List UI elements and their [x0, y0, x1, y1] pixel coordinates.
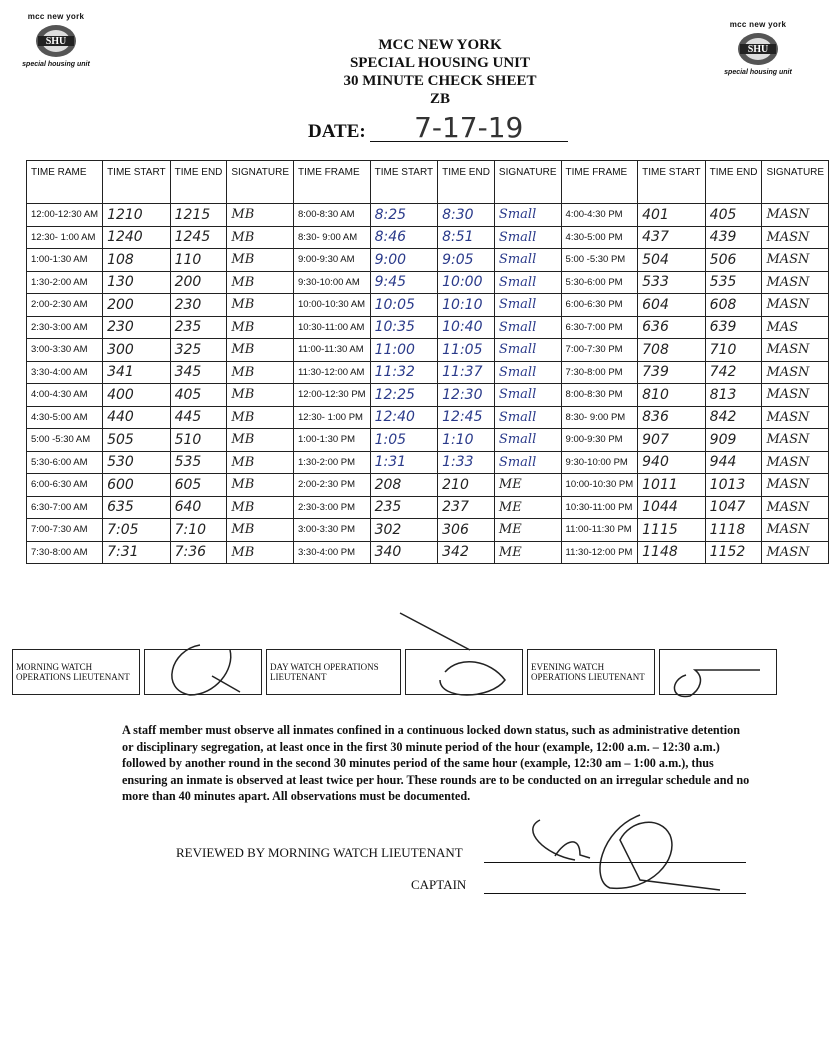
signature-cell: MASN [762, 249, 829, 272]
time-end-cell: 506 [705, 249, 762, 272]
evening-lt-label: EVENING WATCH OPERATIONS LIEUTENANT [528, 650, 655, 695]
time-frame-cell: 2:00-2:30 PM [294, 474, 371, 497]
time-start-cell: 1011 [638, 474, 706, 497]
signature-cell: MB [227, 541, 294, 564]
time-end-cell: 325 [170, 339, 227, 362]
time-frame-cell: 4:30-5:00 PM [561, 226, 638, 249]
day-lt-label: DAY WATCH OPERATIONS LIEUTENANT [267, 650, 401, 695]
signature-cell: ME [494, 474, 561, 497]
signature-cell: MASN [762, 474, 829, 497]
time-start-cell: 401 [638, 204, 706, 227]
time-end-cell: 11:37 [438, 361, 495, 384]
col-time-frame: TIME FRAME [294, 161, 371, 204]
time-frame-cell: 3:00-3:30 PM [294, 519, 371, 542]
signature-cell: MB [227, 339, 294, 362]
captain-line [484, 893, 746, 894]
time-frame-cell: 7:00-7:30 PM [561, 339, 638, 362]
time-end-cell: 8:51 [438, 226, 495, 249]
signature-cell: MASN [762, 406, 829, 429]
time-start-cell: 739 [638, 361, 706, 384]
time-end-cell: 710 [705, 339, 762, 362]
signature-cell: MB [227, 204, 294, 227]
time-end-cell: 405 [170, 384, 227, 407]
time-end-cell: 1152 [705, 541, 762, 564]
time-start-cell: 7:05 [103, 519, 171, 542]
captain-label: CAPTAIN [411, 877, 467, 892]
signature-cell: MB [227, 451, 294, 474]
time-start-cell: 836 [638, 406, 706, 429]
time-start-cell: 302 [370, 519, 438, 542]
time-end-cell: 639 [705, 316, 762, 339]
reviewed-by-line [484, 862, 746, 863]
logo-unit-text: special housing unit [22, 61, 90, 68]
time-frame-cell: 11:30-12:00 PM [561, 541, 638, 564]
signature-cell: ME [494, 541, 561, 564]
time-start-cell: 11:00 [370, 339, 438, 362]
col-time-start: TIME START [103, 161, 171, 204]
col-time-end: TIME END [170, 161, 227, 204]
time-frame-cell: 1:30-2:00 AM [27, 271, 103, 294]
signature-cell: Small [494, 271, 561, 294]
signature-cell: MB [227, 496, 294, 519]
time-end-cell: 605 [170, 474, 227, 497]
time-frame-cell: 8:30- 9:00 AM [294, 226, 371, 249]
time-start-cell: 1240 [103, 226, 171, 249]
date-value: 7-17-19 [370, 115, 568, 142]
time-start-cell: 230 [103, 316, 171, 339]
time-end-cell: 1118 [705, 519, 762, 542]
signature-cell: Small [494, 226, 561, 249]
time-start-cell: 1115 [638, 519, 706, 542]
time-frame-cell: 9:30-10:00 AM [294, 271, 371, 294]
time-end-cell: 8:30 [438, 204, 495, 227]
time-end-cell: 445 [170, 406, 227, 429]
time-start-cell: 9:45 [370, 271, 438, 294]
time-frame-cell: 5:30-6:00 PM [561, 271, 638, 294]
instructions-note: A staff member must observe all inmates confined in a continuous locked down status, such as administrative detention or disciplinary segregation, at least once in the first 30 minute period of the hour (example, 12:00 a.m. – 12:30 a.m.) followed by another round in the second 30 minutes period of the same hour (example, 12:30 am – 1:00 a.m.), thus ensuring an inmate is observed at least twice per hour. These rounds are to be conducted on an irregular schedule and no more than 40 minutes apart. All observations must be documented. [122, 723, 750, 803]
col-time-frame-1: TIME RAME [27, 161, 103, 204]
time-end-cell: 342 [438, 541, 495, 564]
signature-cell: MASN [762, 226, 829, 249]
time-frame-cell: 1:00-1:30 PM [294, 429, 371, 452]
time-frame-cell: 11:00-11:30 AM [294, 339, 371, 362]
col-time-frame: TIME FRAME [561, 161, 638, 204]
time-end-cell: 10:00 [438, 271, 495, 294]
time-frame-cell: 8:30- 9:00 PM [561, 406, 638, 429]
time-start-cell: 1:31 [370, 451, 438, 474]
time-frame-cell: 4:00-4:30 PM [561, 204, 638, 227]
signature-cell: Small [494, 384, 561, 407]
time-end-cell: 813 [705, 384, 762, 407]
header-line3: 30 MINUTE CHECK SHEET [343, 73, 537, 89]
time-start-cell: 341 [103, 361, 171, 384]
time-end-cell: 10:40 [438, 316, 495, 339]
time-start-cell: 1044 [638, 496, 706, 519]
time-frame-cell: 4:30-5:00 AM [27, 406, 103, 429]
col-signature: SIGNATURE [227, 161, 294, 204]
signature-cell: MB [227, 474, 294, 497]
time-start-cell: 300 [103, 339, 171, 362]
logo-emblem-text: SHU [45, 36, 67, 47]
header-line2: SPECIAL HOUSING UNIT [349, 55, 531, 71]
time-end-cell: 11:05 [438, 339, 495, 362]
time-frame-cell: 12:30- 1:00 PM [294, 406, 371, 429]
time-end-cell: 439 [705, 226, 762, 249]
logo-unit-text: special housing unit [724, 69, 792, 76]
reviewed-by-label: REVIEWED BY MORNING WATCH LIEUTENANT [176, 845, 463, 860]
time-end-cell: 1047 [705, 496, 762, 519]
time-end-cell: 12:45 [438, 406, 495, 429]
time-frame-cell: 10:30-11:00 AM [294, 316, 371, 339]
time-end-cell: 110 [170, 249, 227, 272]
signature-cell: MASN [762, 339, 829, 362]
signature-cell: MB [227, 226, 294, 249]
time-frame-cell: 6:00-6:30 AM [27, 474, 103, 497]
time-end-cell: 345 [170, 361, 227, 384]
time-end-cell: 1013 [705, 474, 762, 497]
time-frame-cell: 7:00-7:30 AM [27, 519, 103, 542]
signature-cell: MASN [762, 384, 829, 407]
signature-cell: MB [227, 406, 294, 429]
time-end-cell: 7:36 [170, 541, 227, 564]
time-end-cell: 7:10 [170, 519, 227, 542]
time-start-cell: 636 [638, 316, 706, 339]
time-frame-cell: 10:00-10:30 AM [294, 294, 371, 317]
time-start-cell: 200 [103, 294, 171, 317]
signature-cell: MASN [762, 294, 829, 317]
time-end-cell: 608 [705, 294, 762, 317]
logo-org-text: mcc new york [27, 12, 85, 21]
time-start-cell: 940 [638, 451, 706, 474]
time-start-cell: 340 [370, 541, 438, 564]
time-end-cell: 944 [705, 451, 762, 474]
col-signature: SIGNATURE [494, 161, 561, 204]
header-line4: ZB [429, 91, 450, 107]
col-signature: SIGNATURE [762, 161, 829, 204]
time-end-cell: 535 [705, 271, 762, 294]
time-end-cell: 535 [170, 451, 227, 474]
time-start-cell: 7:31 [103, 541, 171, 564]
signature-cell: Small [494, 339, 561, 362]
time-end-cell: 12:30 [438, 384, 495, 407]
time-start-cell: 12:25 [370, 384, 438, 407]
time-start-cell: 533 [638, 271, 706, 294]
signature-cell: MB [227, 249, 294, 272]
signature-cell: MASN [762, 541, 829, 564]
signature-cell: MAS [762, 316, 829, 339]
header-line1: MCC NEW YORK [378, 37, 502, 53]
time-frame-cell: 2:00-2:30 AM [27, 294, 103, 317]
time-end-cell: 9:05 [438, 249, 495, 272]
signature-cell: MB [227, 429, 294, 452]
time-start-cell: 9:00 [370, 249, 438, 272]
time-end-cell: 405 [705, 204, 762, 227]
time-frame-cell: 12:00-12:30 AM [27, 204, 103, 227]
signature-cell: Small [494, 249, 561, 272]
time-end-cell: 235 [170, 316, 227, 339]
time-frame-cell: 8:00-8:30 PM [561, 384, 638, 407]
time-end-cell: 1:33 [438, 451, 495, 474]
col-time-start: TIME START [370, 161, 438, 204]
time-frame-cell: 3:30-4:00 AM [27, 361, 103, 384]
time-frame-cell: 8:00-8:30 AM [294, 204, 371, 227]
signature-cell: Small [494, 361, 561, 384]
signature-cell: MB [227, 294, 294, 317]
signature-cell: MB [227, 384, 294, 407]
signature-cell: MASN [762, 519, 829, 542]
time-start-cell: 8:25 [370, 204, 438, 227]
time-frame-cell: 5:30-6:00 AM [27, 451, 103, 474]
time-frame-cell: 11:00-11:30 PM [561, 519, 638, 542]
time-start-cell: 208 [370, 474, 438, 497]
time-frame-cell: 6:00-6:30 PM [561, 294, 638, 317]
time-start-cell: 108 [103, 249, 171, 272]
time-start-cell: 1148 [638, 541, 706, 564]
time-end-cell: 200 [170, 271, 227, 294]
signature-cell: MB [227, 271, 294, 294]
signature-cell: MB [227, 519, 294, 542]
time-frame-cell: 10:30-11:00 PM [561, 496, 638, 519]
time-frame-cell: 6:30-7:00 AM [27, 496, 103, 519]
time-frame-cell: 10:00-10:30 PM [561, 474, 638, 497]
time-start-cell: 8:46 [370, 226, 438, 249]
time-end-cell: 230 [170, 294, 227, 317]
time-frame-cell: 1:30-2:00 PM [294, 451, 371, 474]
time-frame-cell: 7:30-8:00 PM [561, 361, 638, 384]
time-start-cell: 1:05 [370, 429, 438, 452]
time-frame-cell: 11:30-12:00 AM [294, 361, 371, 384]
time-start-cell: 810 [638, 384, 706, 407]
signature-cell: Small [494, 294, 561, 317]
signature-cell: MB [227, 316, 294, 339]
time-start-cell: 10:35 [370, 316, 438, 339]
time-frame-cell: 9:30-10:00 PM [561, 451, 638, 474]
time-start-cell: 504 [638, 249, 706, 272]
time-end-cell: 842 [705, 406, 762, 429]
time-end-cell: 742 [705, 361, 762, 384]
signature-cell: ME [494, 519, 561, 542]
time-end-cell: 640 [170, 496, 227, 519]
time-start-cell: 505 [103, 429, 171, 452]
time-frame-cell: 9:00-9:30 PM [561, 429, 638, 452]
signature-cell: Small [494, 406, 561, 429]
time-end-cell: 1245 [170, 226, 227, 249]
time-start-cell: 708 [638, 339, 706, 362]
logo-org-text: mcc new york [729, 20, 787, 29]
time-frame-cell: 5:00 -5:30 AM [27, 429, 103, 452]
time-end-cell: 909 [705, 429, 762, 452]
col-time-start: TIME START [638, 161, 706, 204]
time-end-cell: 210 [438, 474, 495, 497]
time-start-cell: 635 [103, 496, 171, 519]
time-start-cell: 440 [103, 406, 171, 429]
time-end-cell: 1215 [170, 204, 227, 227]
time-start-cell: 130 [103, 271, 171, 294]
time-frame-cell: 12:30- 1:00 AM [27, 226, 103, 249]
signature-cell: Small [494, 429, 561, 452]
signature-cell: Small [494, 204, 561, 227]
time-start-cell: 907 [638, 429, 706, 452]
time-start-cell: 437 [638, 226, 706, 249]
time-end-cell: 306 [438, 519, 495, 542]
time-end-cell: 1:10 [438, 429, 495, 452]
signature-cell: Small [494, 451, 561, 474]
signature-cell: ME [494, 496, 561, 519]
time-start-cell: 11:32 [370, 361, 438, 384]
time-start-cell: 530 [103, 451, 171, 474]
date-label: DATE: [308, 121, 366, 142]
time-frame-cell: 5:00 -5:30 PM [561, 249, 638, 272]
signature-cell: MB [227, 361, 294, 384]
time-start-cell: 235 [370, 496, 438, 519]
signature-cell: MASN [762, 496, 829, 519]
time-frame-cell: 6:30-7:00 PM [561, 316, 638, 339]
time-start-cell: 604 [638, 294, 706, 317]
time-frame-cell: 3:30-4:00 PM [294, 541, 371, 564]
time-frame-cell: 7:30-8:00 AM [27, 541, 103, 564]
time-frame-cell: 4:00-4:30 AM [27, 384, 103, 407]
time-start-cell: 1210 [103, 204, 171, 227]
col-time-end: TIME END [705, 161, 762, 204]
time-end-cell: 237 [438, 496, 495, 519]
time-end-cell: 10:10 [438, 294, 495, 317]
logo-emblem-text: SHU [747, 44, 769, 55]
time-frame-cell: 9:00-9:30 AM [294, 249, 371, 272]
morning-lt-label: MORNING WATCH OPERATIONS LIEUTENANT [13, 650, 140, 695]
time-frame-cell: 2:30-3:00 PM [294, 496, 371, 519]
signature-cell: MASN [762, 361, 829, 384]
time-start-cell: 12:40 [370, 406, 438, 429]
signature-cell: MASN [762, 429, 829, 452]
time-start-cell: 10:05 [370, 294, 438, 317]
time-frame-cell: 12:00-12:30 PM [294, 384, 371, 407]
time-frame-cell: 3:00-3:30 AM [27, 339, 103, 362]
time-frame-cell: 1:00-1:30 AM [27, 249, 103, 272]
signature-cell: MASN [762, 451, 829, 474]
time-end-cell: 510 [170, 429, 227, 452]
col-time-end: TIME END [438, 161, 495, 204]
signature-cell: MASN [762, 271, 829, 294]
signature-cell: Small [494, 316, 561, 339]
time-start-cell: 600 [103, 474, 171, 497]
time-frame-cell: 2:30-3:00 AM [27, 316, 103, 339]
signature-cell: MASN [762, 204, 829, 227]
time-start-cell: 400 [103, 384, 171, 407]
